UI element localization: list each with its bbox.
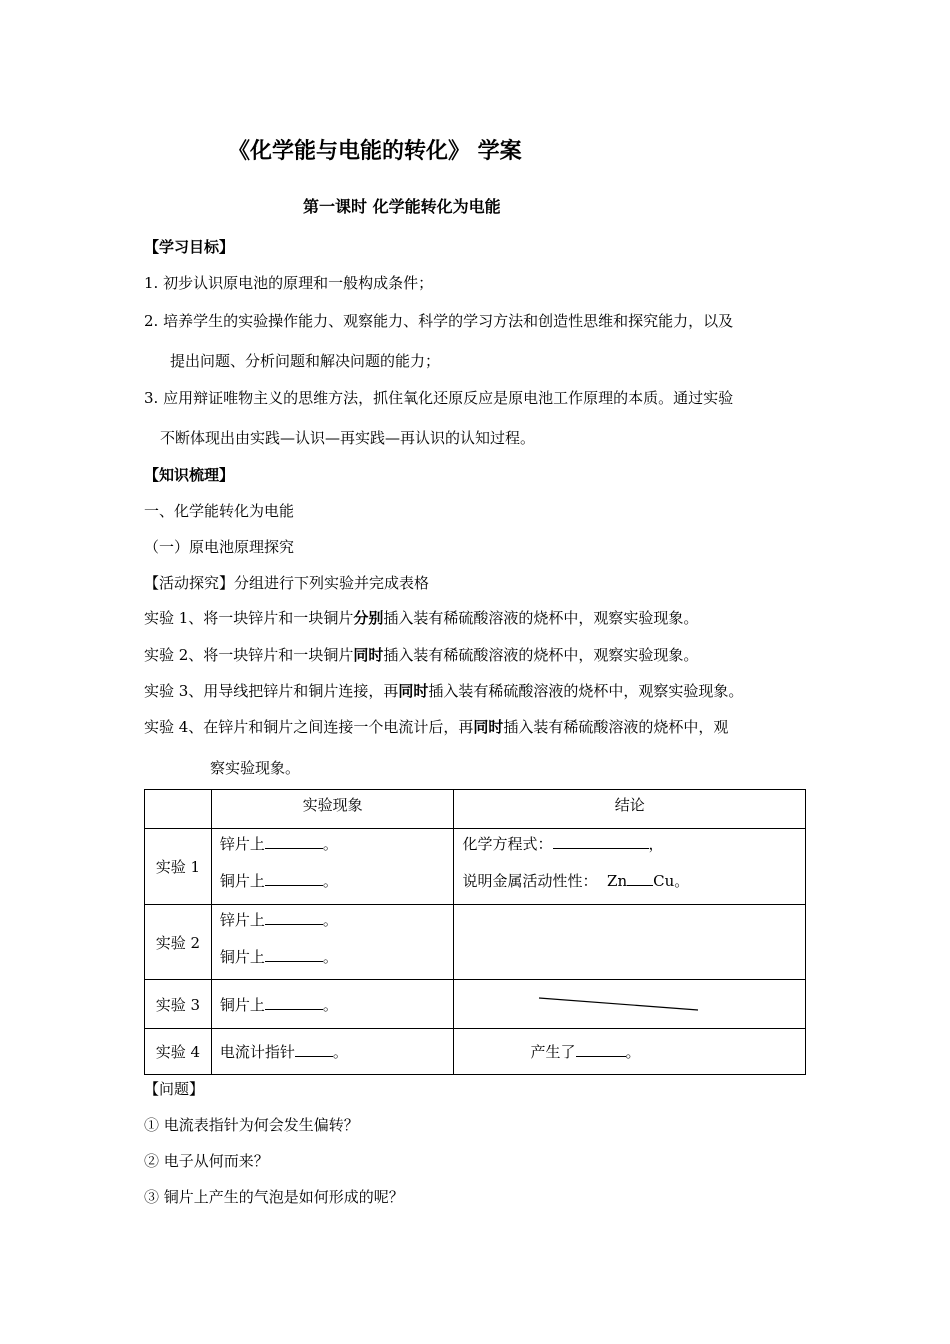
- row-label-4: 实验 4: [145, 1029, 212, 1075]
- page-subtitle: 第一课时 化学能转化为电能: [303, 197, 501, 216]
- goal-item-1: 1. 初步认识原电池的原理和一般构成条件；: [144, 274, 434, 292]
- phenomenon-cell-3: 铜片上 。: [211, 980, 454, 1029]
- table-row: [145, 980, 806, 1029]
- experiment-4-text-cont: 察实验现象。: [210, 759, 301, 777]
- table-header-empty: [145, 790, 212, 829]
- goal-item-2-line-1: 2. 培养学生的实验操作能力、观察能力、科学的学习方法和创造性思维和探究能力，以及: [144, 312, 734, 330]
- blank-field[interactable]: [627, 873, 653, 886]
- experiment-2-text: 实验 2、将一块锌片和一块铜片同时插入装有稀硫酸溶液的烧杯中，观察实验现象。: [144, 646, 699, 664]
- activity-heading: 【活动探究】分组进行下列实验并完成表格: [144, 574, 430, 592]
- experiment-1-text: 实验 1、将一块锌片和一块铜片分别插入装有稀硫酸溶液的烧杯中，观察实验现象。: [144, 609, 699, 627]
- conclusion-cell-4: 产生了 。: [454, 1029, 806, 1075]
- table-row: [145, 905, 806, 980]
- blank-field[interactable]: [265, 912, 323, 925]
- table-header-row: [145, 790, 806, 829]
- phenomenon-cell-4: 电流计指针 。: [211, 1029, 454, 1075]
- page-title: 《化学能与电能的转化》 学案: [228, 139, 522, 164]
- row-label-1: 实验 1: [145, 829, 212, 905]
- blank-field[interactable]: [576, 1044, 626, 1057]
- question-1: ① 电流表指针为何会发生偏转？: [144, 1116, 359, 1134]
- blank-field[interactable]: [265, 997, 323, 1010]
- goal-item-3-line-1: 3. 应用辩证唯物主义的思维方法，抓住氧化还原反应是原电池工作原理的本质。通过实验: [144, 389, 734, 407]
- conclusion-cell-2: [454, 905, 806, 980]
- experiment-4-text: 实验 4、在锌片和铜片之间连接一个电流计后，再同时插入装有稀硫酸溶液的烧杯中，观: [144, 718, 729, 736]
- activity-line: 说明金属活动性性： Zn Cu。: [462, 872, 690, 890]
- blank-field[interactable]: [265, 949, 323, 962]
- experiment-3-text: 实验 3、用导线把锌片和铜片连接，再同时插入装有稀硫酸溶液的烧杯中，观察实验现象。: [144, 682, 744, 700]
- phenomenon-cell-1: [211, 829, 454, 905]
- knowledge-heading: 【知识梳理】: [144, 466, 235, 484]
- zinc-observation: 锌片上 。: [219, 911, 338, 929]
- conclusion-cell-3: [454, 980, 806, 1029]
- blank-field[interactable]: [295, 1044, 333, 1057]
- table-row: [145, 829, 806, 905]
- question-3: ③ 铜片上产生的气泡是如何形成的呢？: [144, 1188, 404, 1206]
- section-heading: 一、化学能转化为电能: [144, 502, 295, 520]
- conclusion-cell-1: [454, 829, 806, 905]
- question-2: ② 电子从何而来？: [144, 1152, 269, 1170]
- blank-field[interactable]: [553, 836, 649, 849]
- zinc-observation: 锌片上 。: [219, 835, 338, 853]
- questions-heading: 【问题】: [144, 1080, 205, 1098]
- blank-field[interactable]: [265, 836, 323, 849]
- subsection-heading: （一）原电池原理探究: [144, 538, 295, 556]
- goal-item-3-line-2: 不断体现出由实践—认识—再实践—再认识的认知过程。: [160, 429, 536, 447]
- header-phenomenon: 实验现象: [211, 790, 454, 829]
- copper-observation: 铜片上 。: [219, 948, 338, 966]
- answer-line: [454, 980, 806, 1029]
- goals-heading: 【学习目标】: [144, 238, 235, 256]
- phenomenon-cell-2: [211, 905, 454, 980]
- copper-observation: 铜片上 。: [219, 872, 338, 890]
- blank-field[interactable]: [265, 873, 323, 886]
- equation-line: 化学方程式： ，: [462, 835, 664, 853]
- row-label-3: 实验 3: [145, 980, 212, 1029]
- row-label-2: 实验 2: [145, 905, 212, 980]
- header-conclusion: 结论: [454, 790, 806, 829]
- experiment-table: [144, 789, 806, 1075]
- table-row: [145, 1029, 806, 1075]
- goal-item-2-line-2: 提出问题、分析问题和解决问题的能力；: [170, 352, 441, 370]
